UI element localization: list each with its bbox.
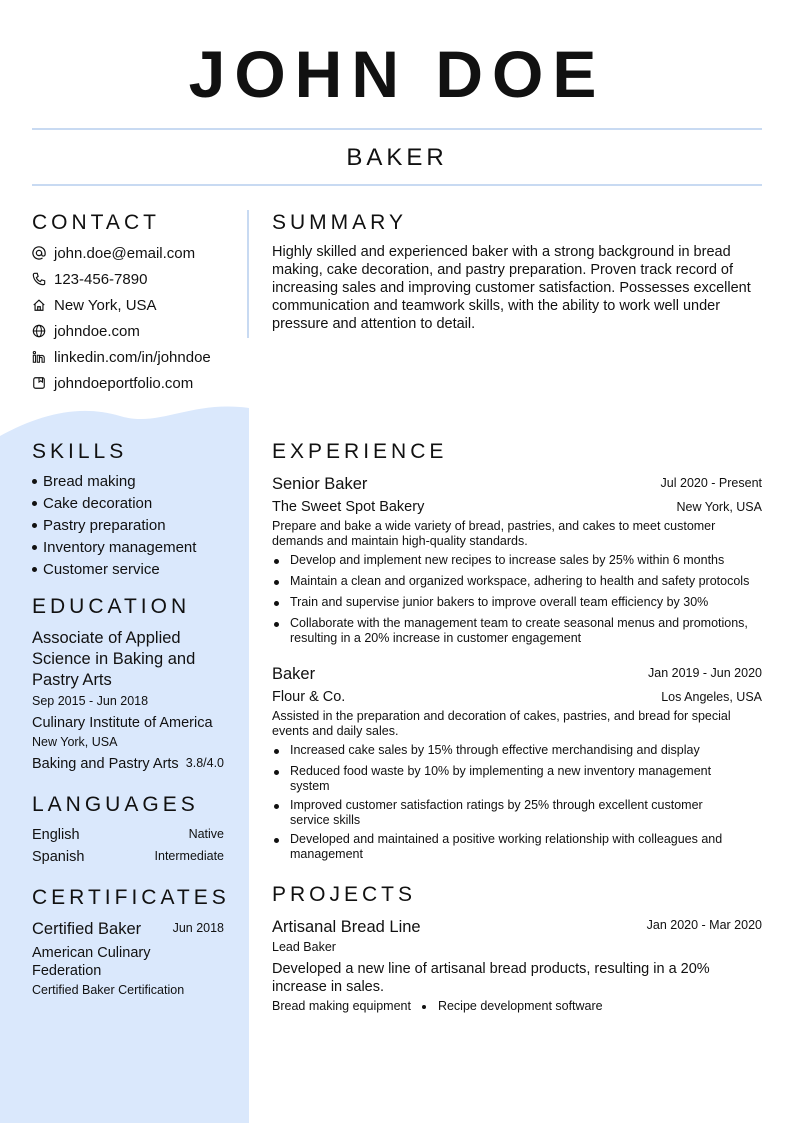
skill-label: Pastry preparation	[43, 517, 166, 534]
job-achievement: Train and supervise junior bakers to improve overall team efficiency by 30%	[272, 595, 764, 610]
phone-icon	[32, 272, 46, 286]
education-heading: EDUCATION	[32, 595, 191, 618]
job-dates: Jan 2019 - Jun 2020	[648, 666, 762, 680]
contact-website[interactable]	[32, 322, 140, 340]
skill-item	[32, 517, 166, 535]
language-level: Native	[188, 827, 224, 841]
contact-heading: CONTACT	[32, 211, 160, 234]
contact-location	[32, 296, 157, 314]
language-name: Spanish	[32, 849, 85, 865]
education-degree: Associate of Applied Science in Baking and Pastry Arts	[32, 629, 196, 689]
contact-linkedin[interactable]	[32, 348, 211, 366]
summary-heading: SUMMARY	[272, 211, 407, 234]
contact-website-text: johndoe.com	[54, 322, 140, 340]
contact-portfolio-text: johndoeportfolio.com	[54, 374, 194, 392]
skill-item	[32, 561, 160, 579]
separator-dot-icon	[422, 1005, 426, 1009]
project-description: Developed a new line of artisanal bread products, resulting in a 20% increase in sales.	[272, 961, 710, 995]
job-achievement: Develop and implement new recipes to increase sales by 25% within 6 months	[272, 553, 764, 568]
bullet-icon	[32, 567, 37, 572]
column-divider	[247, 210, 249, 338]
job-location: New York, USA	[676, 500, 762, 514]
contact-email-text: john.doe@email.com	[54, 244, 196, 262]
contact-email[interactable]	[32, 244, 195, 262]
project-dates: Jan 2020 - Mar 2020	[646, 918, 762, 932]
skill-label: Customer service	[43, 561, 160, 578]
education-location: New York, USA	[32, 735, 118, 749]
skill-item	[32, 495, 152, 513]
skill-label: Inventory management	[43, 539, 197, 556]
contact-phone[interactable]	[32, 270, 147, 288]
job-achievement: Increased cake sales by 15% through effective merchandising and display	[272, 743, 764, 758]
candidate-name: JOHN DOE	[188, 37, 606, 111]
education-field: Baking and Pastry Arts	[32, 756, 179, 772]
project-title: Artisanal Bread Line	[272, 918, 421, 936]
header-bottom-rule	[32, 184, 762, 186]
project-tools	[272, 999, 603, 1014]
contact-linkedin-text: linkedin.com/in/johndoe	[54, 348, 211, 366]
language-name: English	[32, 827, 80, 843]
linkedin-icon	[32, 350, 46, 364]
skill-label: Cake decoration	[43, 495, 153, 512]
languages-heading: LANGUAGES	[32, 793, 199, 816]
project-tool: Bread making equipment	[272, 999, 411, 1013]
at-icon	[32, 246, 46, 260]
job-title: BAKER	[346, 144, 448, 171]
contact-portfolio[interactable]	[32, 374, 193, 392]
projects-heading: PROJECTS	[272, 883, 417, 906]
experience-heading: EXPERIENCE	[272, 440, 448, 463]
education-dates: Sep 2015 - Jun 2018	[32, 694, 149, 708]
job-title: Baker	[272, 665, 316, 683]
job-description: Assisted in the preparation and decoration of cakes, pastries, and bread for special events and daily sales.	[272, 709, 731, 738]
globe-icon	[32, 324, 46, 338]
skill-item	[32, 539, 196, 557]
skill-label: Bread making	[43, 473, 136, 490]
bullet-icon	[32, 479, 37, 484]
summary-text: Highly skilled and experienced baker with a strong background in bread making, cake decoration, and pastry preparation. Proven track record of increasing sales and improving customer satisfaction. Possesses excellent communication and teamwork skills, with the ability to work well under pressure and attention to detail.	[272, 244, 751, 332]
certificate-issuer: American Culinary Federation	[32, 945, 151, 979]
job-location: Los Angeles, USA	[661, 690, 762, 704]
project-tool: Recipe development software	[437, 999, 603, 1013]
education-gpa: 3.8/4.0	[185, 756, 224, 770]
job-company: The Sweet Spot Bakery	[272, 499, 425, 515]
home-icon	[32, 298, 46, 312]
contact-phone-text: 123-456-7890	[54, 270, 148, 288]
job-achievement: Maintain a clean and organized workspace, adhering to health and safety protocols	[272, 574, 764, 589]
portfolio-icon	[32, 376, 46, 390]
skills-heading: SKILLS	[32, 440, 128, 463]
certificate-description: Certified Baker Certification	[32, 983, 185, 997]
job-achievement: Reduced food waste by 10% by implementing a new inventory management system	[272, 764, 732, 794]
job-company: Flour & Co.	[272, 689, 346, 705]
language-level: Intermediate	[154, 849, 224, 863]
job-dates: Jul 2020 - Present	[660, 476, 762, 490]
certificates-heading: CERTIFICATES	[32, 886, 230, 909]
bullet-icon	[32, 501, 37, 506]
skill-item	[32, 473, 136, 491]
bullet-icon	[32, 545, 37, 550]
header-top-rule	[32, 128, 762, 130]
job-achievement: Collaborate with the management team to create seasonal menus and promotions, resulting in a 20% increase in customer engagement	[272, 616, 764, 646]
education-school: Culinary Institute of America	[32, 715, 213, 731]
job-achievement: Developed and maintained a positive working relationship with colleagues and management	[272, 832, 752, 862]
contact-location-text: New York, USA	[54, 296, 157, 314]
project-role: Lead Baker	[272, 940, 336, 954]
certificate-date: Jun 2018	[172, 921, 224, 935]
bullet-icon	[32, 523, 37, 528]
job-achievement: Improved customer satisfaction ratings by 25% through excellent customer service skills	[272, 798, 732, 828]
job-description: Prepare and bake a wide variety of bread, pastries, and cakes to meet customer demands and maintain high-quality standards.	[272, 519, 716, 548]
job-title: Senior Baker	[272, 475, 368, 493]
certificate-name: Certified Baker	[32, 920, 142, 938]
